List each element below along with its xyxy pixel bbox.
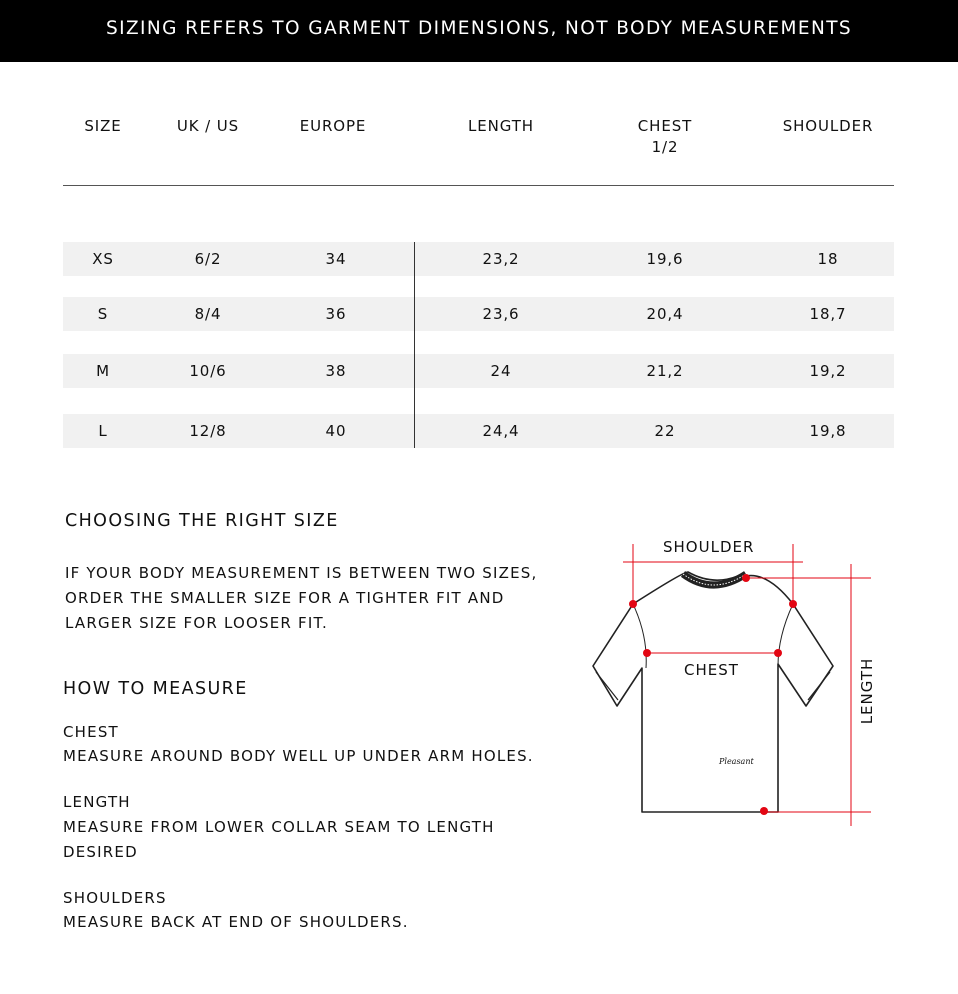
point-shoulder-right — [789, 600, 797, 608]
choosing-line: ORDER THE SMALLER SIZE FOR A TIGHTER FIT AND — [65, 589, 505, 607]
chest-label: CHEST — [684, 661, 739, 679]
shoulder-label: SHOULDER — [663, 538, 755, 556]
table-row — [63, 297, 894, 331]
cell-shoulder: 18 — [817, 250, 839, 268]
cell-chest: 22 — [654, 422, 676, 440]
cell-chest: 20,4 — [646, 305, 684, 323]
tshirt-illustration — [588, 536, 888, 836]
cell-shoulder: 19,2 — [809, 362, 847, 380]
cell-size: L — [98, 422, 108, 440]
cell-europe: 40 — [325, 422, 347, 440]
measure-length-label: LENGTH — [63, 793, 131, 811]
table-row — [63, 354, 894, 388]
cell-size: S — [97, 305, 109, 323]
header-size: SIZE — [84, 117, 122, 135]
measure-chest-text: MEASURE AROUND BODY WELL UP UNDER ARM HOLES. — [63, 747, 534, 765]
measure-length-text: DESIRED — [63, 843, 138, 861]
shirt-logo: Pleasant — [719, 757, 754, 766]
point-chest-right — [774, 649, 782, 657]
cell-chest: 19,6 — [646, 250, 684, 268]
cell-europe: 34 — [325, 250, 347, 268]
measure-shoulders-text: MEASURE BACK AT END OF SHOULDERS. — [63, 913, 409, 931]
banner-title: SIZING REFERS TO GARMENT DIMENSIONS, NOT BODY MEASUREMENTS — [105, 18, 853, 39]
cell-size: M — [96, 362, 110, 380]
cell-uk-us: 6/2 — [194, 250, 222, 268]
measure-shoulders-label: SHOULDERS — [63, 889, 167, 907]
table-row — [63, 414, 894, 448]
point-shoulder-left — [629, 600, 637, 608]
cell-uk-us: 10/6 — [189, 362, 227, 380]
cell-length: 23,6 — [482, 305, 520, 323]
cell-length: 24,4 — [482, 422, 520, 440]
cell-chest: 21,2 — [646, 362, 684, 380]
header-divider — [63, 185, 894, 186]
header-uk-us: UK / US — [176, 117, 240, 135]
shirt-outline — [593, 572, 833, 812]
cell-europe: 38 — [325, 362, 347, 380]
top-banner — [0, 0, 958, 62]
choosing-line: IF YOUR BODY MEASUREMENT IS BETWEEN TWO SIZES, — [65, 564, 538, 582]
table-row — [63, 242, 894, 276]
point-chest-left — [643, 649, 651, 657]
cell-uk-us: 8/4 — [194, 305, 222, 323]
cell-length: 24 — [490, 362, 512, 380]
point-collar — [742, 574, 750, 582]
point-hem — [760, 807, 768, 815]
header-shoulder: SHOULDER — [782, 117, 874, 135]
choosing-line: LARGER SIZE FOR LOOSER FIT. — [65, 614, 328, 632]
cell-size: XS — [92, 250, 114, 268]
length-label: LENGTH — [858, 657, 876, 725]
cell-shoulder: 19,8 — [809, 422, 847, 440]
cell-uk-us: 12/8 — [189, 422, 227, 440]
cell-europe: 36 — [325, 305, 347, 323]
header-chest-sub: 1/2 — [651, 138, 679, 156]
cell-length: 23,2 — [482, 250, 520, 268]
measure-title: HOW TO MEASURE — [63, 679, 248, 699]
header-chest: CHEST — [637, 117, 693, 135]
choosing-title: CHOOSING THE RIGHT SIZE — [65, 511, 339, 531]
cell-shoulder: 18,7 — [809, 305, 847, 323]
tshirt-diagram — [588, 536, 888, 836]
table-column-divider — [414, 242, 415, 448]
measure-length-text: MEASURE FROM LOWER COLLAR SEAM TO LENGTH — [63, 818, 495, 836]
header-length: LENGTH — [468, 117, 534, 135]
measure-chest-label: CHEST — [63, 723, 119, 741]
header-europe: EUROPE — [299, 117, 367, 135]
